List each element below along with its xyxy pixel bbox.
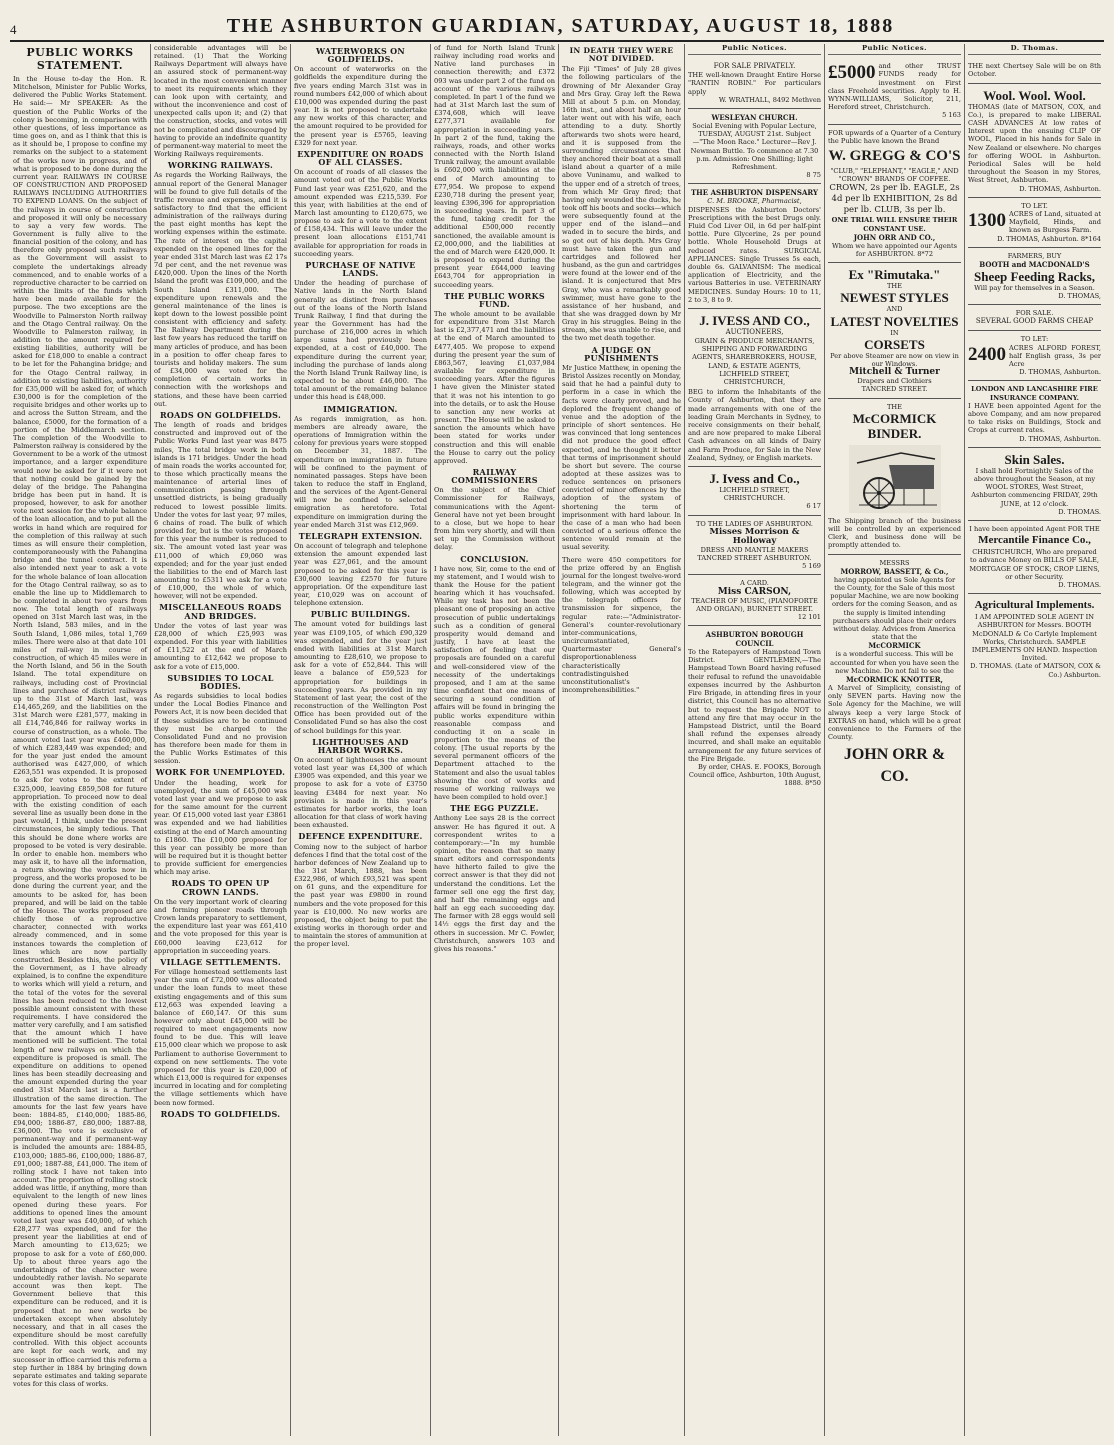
article-body: On account of lighthouses the amount voted last year was £4,300 of which £3905 was expended, and this year we propose to ask for a vote of £3750 leaving £3484 for next year. No provision is made in this year's estimates for harbor works, the loan allocation for that class of work having been exhausted. [294, 755, 427, 830]
article-body: The Fiji "Times" of July 28 gives the following particulars of the drowning of Mr Alexander Gray and Mrs Gray. Gray left the Rewa Mill at about 5 p.m. on Monday, 16th inst., and about half an hour later went out with his wife, each attending to a duty. Shortly afterwards two shots were heard, and it is supposed from the surrounding circumstances that they anchored their boat at a small island about a quarter of a mile above Vuninamu, and walked to the upper end of a stretch of trees, from which Mr Gray fired; that having only wounded the ducks, he took off his boots and socks—which were subsequently found at the upper end of the island—and waded in to secure the birds, and so got out of his depth. Mrs Gray must have taken the gun and cartridges and followed her husband, as the gun and cartridges were found at the lower end of the island. It is conjectured that Mrs Gray, who was a remarkably good swimmer, must have gone to the assistance of her husband, and that she was dragged down by Mr Gray in his struggles. Being in the stream, she was unable to rise, and the two met death together. [562, 65, 682, 343]
advert-farms-for-sale [968, 305, 1101, 331]
advert-subtitle: C. M. BROOKE, Pharmacist, [707, 197, 802, 206]
advert-chertsey-sale [968, 58, 1101, 83]
advert-music-teacher [688, 575, 821, 626]
advert-signature: 8 75 [806, 171, 821, 180]
column-8 [964, 44, 1104, 1436]
section-heading: DEFENCE EXPENDITURE. [298, 831, 423, 842]
section-heading-egg-puzzle: THE EGG PUZZLE. [450, 803, 539, 814]
article-body: On account of waterworks on the goldfields the expenditure during the five years ending March 31st was in round numbers £42,000 of which about £10,000 was expended during the past year. It is not proposed to undertake any new works of this character, and the amount required to be provided for the present year is £5765, leaving £329 for next year. [294, 65, 427, 147]
article-body: considerable advantages will be retained. (1) That the Working Railways Department will always have an assured stock of permanent-way located in the most convenient manner to meet its requirements which they can look upon with certainty, and without the inconvenience and cost of unexpected calls upon it; and (2) that the construction, stocks, and votes will not be complicated and discouraged by having to provide an indefinite quantity of permanent-way material to meet the Working Railways requirements. [154, 44, 287, 159]
advert-ivess-auctioneers [688, 309, 821, 467]
advert-agent: JOHN ORR AND CO., [853, 232, 936, 242]
article-body: As regards subsidies to local bodies under the Local Bodies Finance and Powers Act, it is now been decided that if these subsidies are to be continued they must be charged to the Consolidated Fund and no provision has therefore been made for them in the Public Works Estimates of this session. [154, 692, 287, 766]
section-heading: ROADS TO GOLDFIELDS. [160, 1108, 281, 1119]
article-body: Coming now to the subject of harbor defences I find that the total cost of the harbor defences of New Zealand up to the 31st March, 1888, has been £322,986, of which £93,521 was spent on 61 guns, and the expenditure for the past year was £9800 in round numbers and the vote proposed for this year is £10,000. No new works are proposed, the object being to put the existing works in thorough order and to maintain the stores of ammunition at the proper level. [294, 842, 427, 949]
advert-text: AND [886, 305, 903, 314]
masthead [10, 8, 1104, 38]
article-body: Under the votes of last year was £28,000 of which £25,993 was expended. For this year with liabilities of £11,522 at the end of March amounting to £12,642 we propose to ask for a vote of £15,000. [154, 621, 287, 671]
advert-heading: NEWEST STYLES [840, 290, 949, 306]
advert-body: is a wonderful success. This will be accounted for when you have seen the new Machine. Do not fail to see the [830, 650, 959, 675]
advert-acreage: 1300 [968, 209, 1006, 231]
advert-signature: 6 17 [806, 502, 821, 511]
section-heading: WORKING RAILWAYS. [167, 160, 274, 171]
advert-title: ASHBURTON BOROUGH COUNCIL [705, 630, 804, 649]
advert-signature: 5 163 [942, 111, 961, 120]
advert-title: Skin Sales. [1004, 451, 1065, 467]
advert-signature: By order, CHAS. E. FOOKS, Borough Council office, Ashburton, 10th August, 1888. 8*50 [688, 762, 821, 788]
advert-signature: 12 101 [797, 612, 821, 621]
advert-subtitle: AUCTIONEERS, [725, 327, 784, 336]
advert-horse-sale [688, 58, 821, 109]
notices-heading: Public Notices. [688, 44, 821, 55]
binder-machine-illustration [849, 445, 941, 513]
advert-intro: I have been appointed Agent FOR THE [969, 525, 1100, 533]
article-body: Mr Justice Matthew, in opening the Bristol Assizes recently on Monday, said that he had a painful duty to perform in a case in which the facts were clearly proved, and he deplored the frequent change of venue and the adoption of the principle of short sentences. He was convinced that long sentences did not produce the good effect expected, and he thought it better that terms of imprisonment should be short but severe. The course adopted at these assizes was to reduce sentences on prisoners convicted of minor offences by the adoption of the system of shortening the term of imprisonment with hard labour. In the case of a man who had been convicted of a serious offence the sentence would remain at the usual severity. [562, 363, 681, 552]
advert-title: THE ASHBURTON DISPENSARY [690, 188, 819, 198]
advert-ivess-address [688, 467, 821, 516]
advert-text: THE [887, 402, 902, 411]
article-body: Under the heading of purchase of Native lands in the North Island generally as distinct from purchases out of the loans of the North Island Trunk Railway, I find that during the year the Government has had the purchase of 216,000 acres in which large sums had previously been expended, at a cost of £40,000. The expenditure during the current year, including the purchase of lands along the North Island Trunk Railway line, is expected to be about £46,000. The total amount of the remaining balance under this head is £48,000. [294, 279, 427, 402]
advert-signature: W. WRATHALL, 8492 Methven [718, 95, 821, 104]
notices-heading: D. Thomas. [968, 44, 1101, 55]
column-2 [150, 44, 290, 1436]
advert-signature: D. THOMAS, [1058, 292, 1101, 301]
section-heading: TELEGRAPH EXTENSION. [298, 530, 423, 541]
advert-body: and other TRUST FUNDS ready for investment on First class Freehold securities. Apply to H. WYNN-WILLIAMS, Solicitor, 211, Hereford street, Christchurch. [828, 62, 961, 112]
advert-heading: McCORMICK [868, 641, 921, 651]
advert-body: I HAVE been appointed Agent for the above Company, and am now prepared to take risks on Buildings, Stock and Crops at current rates. [968, 401, 1101, 435]
advert-text: THE [887, 282, 902, 291]
advert-title: Agricultural Implements. [974, 599, 1095, 612]
article-body: As regards the Working Railways, the annual report of the General Manager will be found to give full details of the traffic revenue and expenses, and it is satisfactory to find that the efficient administration of the railways during the past eight months has kept the working expenses within the estimate. The rate of interest on the capital expended on the opened lines for the year ended 31st March last was £2 17s 7d per cent, and the net revenue was £420,000. Upon the lines of the North Island the profit was £109,000, and the South Island £311,000. The expenditure upon renewals and the general maintenance of the lines is kept down to the lowest possible point consistent with efficiency and safety. The Railway Department during the last few years has reduced the tariff on many articles of produce, and has been in a position to offer cheap fares to tourists and holiday makers. The sum of £34,000 was voted for the completion of certain works in connection with the workshops and stations, and these have been carried out. [154, 171, 287, 408]
advert-wool [968, 84, 1101, 198]
advert-text: BEG to inform the Inhabitants of the County of Ashburton, that they are made arrangements with one of the leading Grain Merchants in Sydney, to receive consignments on their behalf, and are now prepared to make Liberal Cash advances on all kinds of Dairy and Farm Produce, for Sale in the New Zealand, Sydney, or English markets. [688, 388, 821, 462]
advert-skin-sales [968, 448, 1101, 521]
advert-body: LICHFIELD STREET, CHRISTCHURCH. [719, 485, 790, 503]
article-body: Under the heading, work for unemployed, the sum of £45,000 was voted last year and we propose to ask for the same amount for the current year. Of £15,000 voted last year £3861 was expended and we had liabilities existing at the end of March amounting to £1860. The £10,000 proposed for this year can possibly be more than will be required but it is thought better to provide sufficient for emergencies which may arise. [154, 778, 287, 877]
advert-alford-forest [968, 331, 1101, 381]
advert-signature: D. THOMAS. [1058, 507, 1101, 516]
advert-signature: 5 169 [802, 562, 821, 571]
article-body: There were 450 competitors for the prize offered by an English journal for the longest twelve-word telegram, and the winner got the following, which was accepted by the telegraph officers for transmission for sixpence, the regular rate:—"Administrator-General's counter-revolutionary inter-communications, uncircumstantiated, Quartermaster General's disproportionableness characteristically contradistinguished unconstitutionalist's incomprehensibilities." [562, 555, 681, 695]
advert-title: MORROW, BASSETT, & Co., [840, 566, 949, 576]
advert-heading: McCORMICK KNOTTER, [846, 675, 943, 685]
advert-tagline: ONE TRIAL WILL ENSURE THEIR CONSTANT USE. [831, 216, 958, 233]
advert-body: DRESS AND MANTLE MAKERS TANCRED STREET ASHBURTON. [697, 545, 812, 562]
advert-body: THE well-known Draught Entire Horse "RANTIN ROBIN." For particulars apply [688, 71, 821, 96]
advert-title: WESLEYAN CHURCH. [711, 112, 798, 122]
section-heading: WATERWORKS ON GOLDFIELDS. [315, 46, 406, 65]
advert-fire-insurance [968, 381, 1101, 447]
advert-borough-council [688, 626, 821, 791]
advert-wesleyan [688, 109, 821, 184]
advert-title: TO LET: [1020, 335, 1049, 344]
advert-body: having appointed us Sole Agents for the County, for the Sale of this most popular Machine, we are now booking orders for the coming Season, and as the supply is limited intending purchasers should place their orders without delay. Advices from America state that the [830, 575, 959, 642]
advert-body: I shall hold Fortnightly Sales of the above throughout the Season, at my WOOL STORES, West Street, Ashburton commencing FRIDAY, 29th JUNE, at 12 o'clock. [971, 466, 1098, 508]
advert-heading: CORSETS [864, 336, 925, 352]
advert-body: ACRES ALFORD FOREST, half English grass, 3s per Acre [1009, 343, 1101, 369]
advert-body: A Marvel of Simplicity, consisting of only SEVEN parts. Having now the Sole Agency for the Machine, we will always keep a very large Stock of EXTRAS on hand, which will be a great convenience to the Farmers of the County. [828, 684, 961, 742]
section-heading: IMMIGRATION. [323, 403, 398, 414]
advert-signature: D. THOMAS, Ashburton. 8*164 [997, 234, 1101, 243]
page-number: 4 [10, 22, 17, 37]
article-body-public-works: In the House to-day the Hon. R. Mitchelson, Minister for Public Works, delivered the Public Works Statement. He said:— Mr SPEAKER: As the question of the Public Works of the colony is becoming, in comparison with other questions, of less importance as time goes on, and as I think that this is as it should be, I propose to confine my remarks on the subject to a statement of the works now in progress, and of what is proposed to be done during the current year. RAILWAYS IN COURSE OF CONSTRUCTION AND PROPOSED RAILWAYS INCLUDING AUTHORITIES TO EXPEND LOANS. On the subject of the railways in course of construction and proposed it will only be necessary to say a very few words. The Government is fully alive to the financial position of the colony, and has therefore only proposed such railways as the Government will assist to complete the undertakings already commenced, and to enable works of a reproductive character to be carried on within the limits of the funds which have been made available for the purpose. The two exceptions are the Woodville to Palmerston North railway and the Otago Central railway. On the Woodville to Palmerston railway, in addition to the amount required for existing liabilities, authority will be asked for £18,000 to enable a contract to be let for the Pahangina bridge; and for the Otago Central railway, in addition to existing liabilities, authority for £35,000 will be asked for, of which £30,000 is for the completion of the requisite bridges and other works up to and across the Sutton Stream, and the balance, £5000, for the formation of a portion of the Middlemarch section. The completion of the Woodville to Palmerston railway is considered by the Government to be a work of the utmost importance, and a larger expenditure would now be asked for if it were not that nothing could be gained by the delay of the bridge. The Pahangina bridge has been put in hand. It is proposed, however, to ask for another vote next session for the whole balance of the loan allocation, and to put all the works in hand which are required for the completion of this railway at such times as will ensure their completion, contemporaneously with the Pahangina bridge and the tunnel contract. It is also intended next year to ask a vote for the whole balance of loan allocation for the Otago Central railway, so as to enable the line up to Middlemarch to be completed in about two years from now. The total length of railways opened on 31st March last was, in the North Island, 583 miles, and in the South Island, 1,086 miles, total 1,769 miles. There were also at that date 101 miles of rail-way in course of construction, of which 45 miles were in the North Island, and 56 in the South Island. The total expenditure on railways, including cost of Provincial lines and purchase of district railways up to the 31st of March last, was £14,465,269, and the liabilities on the 31st March were £281,577, making in all £14,746,846 for railway works in course of construction, as a whole. The amount voted last year was £460,000, of which £283,449 was expended; and for the year just ended the amount authorised was £427,000, of which £263,551 was expended. It is proposed to ask for votes to the extent of £325,000, leaving £859,508 for future appropriation. To proceed now to deal with the existing condition of each several line as usually been done in the past would, I think, under the present circumstances, be simply tedious. That this should be done where works are proposed to be voted is very desirable. In order to enable hon. members who may ask it, to have all the information, a return showing the works now in progress, and the works proposed to be done during the current year, and the amounts to be asked for, has been prepared, and will be laid on the table of the House. The works proposed are chiefly those of a reproductive character, connected with works already commenced, and in some instances towards the completion of lines which are now partially constructed. Besides this, the policy of the Government, as I have already explained, is to confine the expenditure to works which will yield a return, and the total of the votes for the several lines has been reduced to the lowest possible amount consistent with these requirements. I have considered the matter very carefully, and I am satisfied that the amount which I have mentioned will be sufficient. The total length of new railways on which the expenditure is proposed is small. The expenditure on additions to opened lines has been steadily decreasing and the amount expended during the year ended 31st March last is a further illustration of the same direction. The amounts for the last few years have been: 1884-85, £140,000; 1885-86, £94,000; 1886-87, £80,000; 1887-88, £36,000. The vote is exclusive of permanent-way and if permanent-way is included the amounts are: 1884-85, £103,000; 1885-86, £100,000; 1886-87, £91,000; 1887-88, £41,000. The item of rolling stock I have not taken into account. The proportion of rolling stock added was little, if anything, more than equivalent to the length of new lines opened during these years. For additions to opened lines the amount voted last year was £40,000, of which £28,277 was expended, and for the present year the liabilities at end of March amounting to £13,625; we propose to ask for a vote of £60,000. Up to about three years ago the undertakings of the character were undoubtedly rather lavish. No separate account was then kept. The Government believe that this expenditure can be reduced, and it is proposed that no new works be undertaken except when absolutely necessary, and that in all cases the expenditure should be most carefully controlled. With this object accounts are kept for each work, and my successor in office carried this reform a step further in 1884 by bringing down separate estimates and taking separate votes for this class of works. [13, 75, 147, 1388]
article-body: of fund for North Island Trunk railway including road works and Native land purchases in connection therewith; and £372 093 was under part 2 of the fund on account of the various railways completed. In part 1 of the fund we had at 31st March last the sum of £374,608, which will leave £277,371 available for appropriation in succeeding years. In part 2 of the fund, taking the railways, roads, and other works connected with the North Island Trunk railway, the amount available is £602,000 with liabilities at the end of March amounting to £77,954. We propose to expend £230,718 during the present year, leaving £396,396 for appropriation in succeeding years. In part 3 of the fund, taking credit for the additional £500,000 recently sanctioned, the available amount is £2,000,000, and the liabilities at the end of March were £420,000. It is proposed to expend during the present year £644,000 leaving £643,704 for appropriation in succeeding years. [434, 44, 555, 289]
advert-signature: D. THOMAS. (Late of MATSON, COX & Co.) Ashburton. [970, 662, 1101, 679]
article-body: For village homestead settlements last year the sum of £72,000 was allocated under the loan funds to meet these existing engagements and of this sum £12,663 was expended leaving a balance of £60,147. Of this sum however only about £45,000 will be required to meet engagements now found to be due. This will leave £15,000 clear which we propose to ask Parliament to authorise Government to expend on new settlements. The vote proposed for this year is £20,000 of which £13,000 is required for expenses incurred in locating and for completing the village settlements which have been now formed. [154, 968, 287, 1107]
advert-name: Misses Morrison & Holloway [709, 526, 800, 546]
advert-body: The Shipping branch of the business will be controlled by an experienced Clerk, and business done will be promptly attended to. [828, 516, 961, 550]
advert-body: Per above Steamer are now on view in our Windows. [830, 351, 959, 368]
section-heading: VILLAGE SETTLEMENTS. [160, 956, 281, 967]
article-body: On the subject of the Chief Commissioner for Railways, communications with the Agent-General have not yet been brought to a close, but we hope to hear from him very shortly, and will then set up the Commission without delay. [434, 486, 555, 552]
advert-body: THE next Chertsey Sale will be on 8th October. [968, 62, 1101, 79]
advert-title: FOR SALE. [1015, 309, 1054, 318]
section-heading: RAILWAY COMMISSIONERS [451, 466, 538, 486]
advert-land-to-let [968, 198, 1101, 248]
advert-body: To the Ratepayers of Hampstead Town District. GENTLEMEN,—The Hampstead Town Board having refused their refusal to refund the unavoidable expenses incurred by the Ashburton Fire Brigade, in attending fires in your district, this Council has no alternative but to request the Brigade NOT to attend any fire that may occur in the Hampstead District, until the Board shall refund the expenses already incurred, and shall make an equitable arrangement for any future services of the Fire Brigade. [688, 648, 821, 763]
advert-title: McCORMICK BINDER. [852, 410, 937, 441]
advert-body: I AM APPOINTED SOLE AGENT IN ASHBURTON for Messrs. BOOTH McDONALD & Co Carlyle Implement Works, Christchurch. SAMPLE IMPLEMENTS ON HAND. Inspection Invited. [971, 613, 1098, 663]
advert-signature: D. THOMAS. [1058, 581, 1101, 590]
advert-merchant: Mitchell & Turner [849, 367, 940, 378]
advert-dispensary [688, 184, 821, 309]
advert-agricultural-implements [968, 594, 1101, 683]
advert-title: LONDON AND LANCASHIRE FIRE INSURANCE COMPANY. [971, 385, 1098, 402]
column-3 [290, 44, 430, 1436]
section-heading: LIGHTHOUSES AND HARBOR WORKS. [312, 736, 409, 755]
advert-body: CHRISTCHURCH, Who are prepared to advance Money on BILLS OF SALE, MORTGAGE OF STOCK; CROP LIENS, or other Security. [969, 548, 1100, 581]
advert-signature: D. THOMAS, Ashburton. [1019, 434, 1101, 443]
advert-text: IN [890, 328, 899, 337]
advert-title: TO LET. [1021, 201, 1048, 210]
advert-brands: "CLUB," "ELEPHANT," "EAGLE," AND "CROWN" BRANDS OF COFFEE. [830, 166, 959, 184]
article-body: I have now, Sir, come to the end of my statement, and I would wish to thank the House for the patient hearing which it has vouchsafed. While my task has not been the pleasant one of proposing an active prosecution of public undertakings such as a condition of general prosperity would demand and justify, I have at least the satisfaction of feeling that our proposals are founded on a careful and well-considered view of the necessity of the undertakings proposed, and I am at the same time confident that one means of securing a sound condition of affairs will be found in bringing the public works expenditure within reasonable compass and conducting it on a scale in proportion to the means of the colony. [The usual reports by the several permanent officers of the Department attached to the Statement and also the usual tables showing the cost of works and resume of working railways we have been compiled to hold over.] [434, 564, 555, 802]
advert-body: Social Evening with Popular Lecture, TUESDAY, AUGUST 21st. Subject—"The Moon Race." Lecturer—Rev J. Newman Buttle. To commence at 7.30 p.m. Admission: One Shilling; light Refreshment. [690, 121, 819, 171]
advert-text: MESSRS [879, 558, 910, 567]
masthead-title: THE ASHBURTON GUARDIAN, SATURDAY, AUGUST 18, 1888 [226, 15, 895, 37]
section-heading: ROADS ON GOLDFIELDS. [159, 409, 282, 420]
advert-title: W. GREGG & CO'S [828, 147, 961, 164]
advert-dressmakers [688, 516, 821, 576]
masthead-rule [10, 40, 1104, 42]
advert-corsets [828, 263, 961, 398]
column-1 [10, 44, 150, 1436]
article-body: On the very important work of clearing and forming pioneer roads through Crown lands preparatory to settlement, the expenditure last year was £61,410 and the vote proposed for this year is £60,000 leaving £23,612 for appropriation in succeeding years. [154, 897, 287, 955]
column-4 [430, 44, 558, 1436]
advert-body: ACRES of Land, situated at Mayfield, Hinds, and known as Burgess Farm. [1009, 209, 1101, 235]
section-heading: PURCHASE OF NATIVE LANDS. [305, 259, 416, 279]
advert-body: THOMAS (late of MATSON, COX, and Co.), is prepared to make LIBERAL CASH ADVANCES At low rates of Interest upon the ensuing CLIP OF WOOL, Placed in his hands for Sale in New Zealand or elsewhere. No charges for offering WOOL in Ashburton. Periodical Sales will be held throughout the Season in my Stores, West Street, Ashburton. [968, 102, 1101, 185]
advert-title: Mercantile Finance Co., [978, 534, 1091, 547]
advert-title: A CARD. [740, 579, 769, 588]
advert-maker: BOOTH and MACDONALD'S [979, 259, 1090, 269]
advert-body: TEACHER OF MUSIC, (PIANOFORTE AND ORGAN), BURNETT STREET. [691, 596, 818, 613]
section-heading: MISCELLANEOUS ROADS AND BRIDGES. [159, 602, 282, 621]
advert-title: Ex "Rimutaka." [848, 267, 941, 283]
article-body: The length of roads and bridges constructed and improved out of the Public Works Fund last year was 8475 miles, The total bridge work in both islands is 171 bridges. Under the head of main roads the works accounted for, to those which practically means the maintenance of arterial lines of communication passing through unsettled districts, is being gradually reduced to lowest possible limits. Under the votes for last year, 97 miles, 6 chains of road. The bulk of which provided for, but is the votes proposed for this year the number is reduced to six. The amount voted last year was £11,000 of which £9,060 was expended; and for the year just ended the liabilities to the end of March last amounting to £5311 we ask for a vote of £10,000, the whole of which, however, will not be expended. [154, 421, 287, 601]
advert-mccormick-binder [828, 399, 961, 555]
section-heading: SUBSIDIES TO LOCAL BODIES. [167, 672, 274, 691]
advert-title: TO THE LADIES OF ASHBURTON. [695, 519, 814, 528]
advert-title: FARMERS, BUY [1007, 251, 1062, 260]
article-body: As regards immigration, as hon. members are already aware, the operations of Immigration within the colony for previous years were stopped on December 31, 1887. The expenditure on immigration in future will be confined to the payment of nominated passages. Steps have been taken to reduce the staff in England, and the services of the Agent-General will now be confined to selected emigration as heretofore. Total expenditure on immigration during the year ended March 31st was £12,969. [294, 414, 427, 529]
advert-body: GRAIN & PRODUCE MERCHANTS, SHIPPING AND FORWARDING AGENTS, SHAREBROKERS, HOUSE, LAND, & ESTATE AGENTS, LICHFIELD STREET, CHRISTCHURCH, [692, 336, 817, 386]
article-heading-death: IN DEATH THEY WERE NOT DIVIDED. [569, 46, 674, 64]
article-body: On account of roads of all classes the amount voted out of the Public Works Fund last year was £251,620, and the amount expended was £215,539. For this year, with liabilities at the end of March last amounting to £120,675, we propose to ask for a vote to the extent of £158,434. This will leave under the present loan allocations £151,741 available for appropriation for roads in succeeding years. [294, 168, 427, 258]
article-body: On account of telegraph and telephone extension the amount expended last year was £27,061, and the amount proposed to be asked for this year is £30,600 leaving £2570 for future appropriation. Of the expenditure last year, £10,029 was on account of telephone extension. [294, 542, 427, 608]
advert-heading: LATEST NOVELTIES [830, 313, 959, 329]
advert-body: SEVERAL GOOD FARMS CHEAP [975, 317, 1094, 326]
section-heading: WORK FOR UNEMPLOYED. [155, 767, 286, 778]
section-heading: THE PUBLIC WORKS FUND. [444, 290, 545, 309]
advert-title: Wool. Wool. Wool. [983, 87, 1086, 103]
advert-title: J. IVESS AND CO., [699, 312, 810, 328]
advert-name: Miss CARSON, [717, 586, 792, 597]
advert-trust-funds [828, 58, 961, 124]
advert-acreage: 2400 [968, 343, 1006, 365]
advert-amount: £5000 [828, 62, 876, 84]
section-heading: ROADS TO OPEN UP CROWN LANDS. [171, 878, 270, 897]
advert-mercantile-finance [968, 521, 1101, 594]
article-body: The amount voted for buildings last year was £109,105, of which £90,329 was expended, and for the year just ended with liabilities at 31st March amounting to £28,610, we propose to ask for a vote of £52,844. This will leave a balance of £59,523 for appropriation for buildings in succeeding years. As provided in my Statement of last year, the cost of the reconstruction of the Wellington Post Office has been provided out of the Consolidated Fund so has also the cost of school buildings for this year. [294, 620, 427, 735]
advert-mccormick-agents [828, 555, 961, 793]
advert-body: Will pay for themselves in a Season. [974, 283, 1095, 292]
advert-title: FOR SALE PRIVATELY. [713, 62, 796, 71]
column-6 [684, 44, 824, 1436]
column-5 [558, 44, 684, 1436]
advert-signature: Whom we have appointed our Agents for ASHBURTON. 8*72 [831, 241, 958, 258]
notices-heading: Public Notices. [828, 44, 961, 55]
advert-trade: Drapers and Clothiers [857, 377, 932, 386]
section-heading: CONCLUSION. [460, 553, 529, 564]
advert-signature: JOHN ORR & CO. [843, 746, 946, 786]
advert-body: DISPENSES the Ashburton Doctors' Prescriptions with the best Drugs only. Fluid Cod Liver Oil, in 6d per half-pint bottle. Pure Glycerine, 2s per pound bottle. Whole Household Drugs at reduced rates. SURGICAL APPLIANCES: Single Trusses 5s each, double 6s. GALVANISM: The medical application of Electricity, and the various Batteries in use. VETERINARY MEDICINES. Sunday Hours: 10 to 11, 2 to 3, 8 to 9. [688, 205, 821, 304]
article-body: The whole amount to be available for expenditure from 31st March last is £2,377,471 and the liabilities at the end of March amounted to £477,405. We propose to expend during the present year the sum of £863,567, leaving £1,037,984 available for expenditure in succeeding years. After the figures I have given the Minister stated that it was not his intention to go into the details, or to ask the House to sanction any new works at present. The House will be asked to sanction the amounts which have been stated for works under construction and this will enable the House to carry out the policy approved. [434, 310, 555, 465]
advert-gregg-coffee [828, 125, 961, 264]
advert-title: J. Ivess and Co., [709, 470, 800, 486]
advert-prices: CROWN, 2s per lb. EAGLE, 2s 4d per lb EXHIBITION, 2s 8d per lb. CLUB, 3s per lb. [829, 183, 960, 216]
article-body: Anthony Lee says 28 is the correct answer. He has figured it out. A correspondent writes to a contemporary:—"In my humble opinion, the reason that so many smart editors and correspondents have hitherto failed to give the correct answer is that they did not understand the conditions. Let the farmer sell one egg the first day, and half the remaining eggs and half an egg each succeeding day. The farmer with 28 eggs would sell 14½ eggs the first day and the others in succession. Mr C. Fowler, Christchurch, answers 103 and gives his reasons." [434, 814, 555, 953]
advert-sheep-racks [968, 248, 1101, 306]
advert-signature: D. THOMAS, Ashburton. [1019, 184, 1101, 193]
advert-signature: D. THOMAS, Ashburton. [1019, 368, 1101, 377]
advert-product: Sheep Feeding Racks, [974, 268, 1095, 284]
column-7 [824, 44, 964, 1436]
advert-intro: FOR upwards of a Quarter of a Century the Public have known the Brand [828, 128, 961, 145]
section-heading: A JUDGE ON PUNISHMENTS [584, 344, 659, 363]
advert-address: TANCRED STREET. [861, 385, 928, 394]
section-heading: EXPENDITURE ON ROADS OF ALL CLASSES. [297, 148, 424, 168]
section-heading: PUBLIC BUILDINGS. [310, 609, 411, 620]
article-heading-public-works: PUBLIC WORKS STATEMENT. [26, 46, 134, 72]
